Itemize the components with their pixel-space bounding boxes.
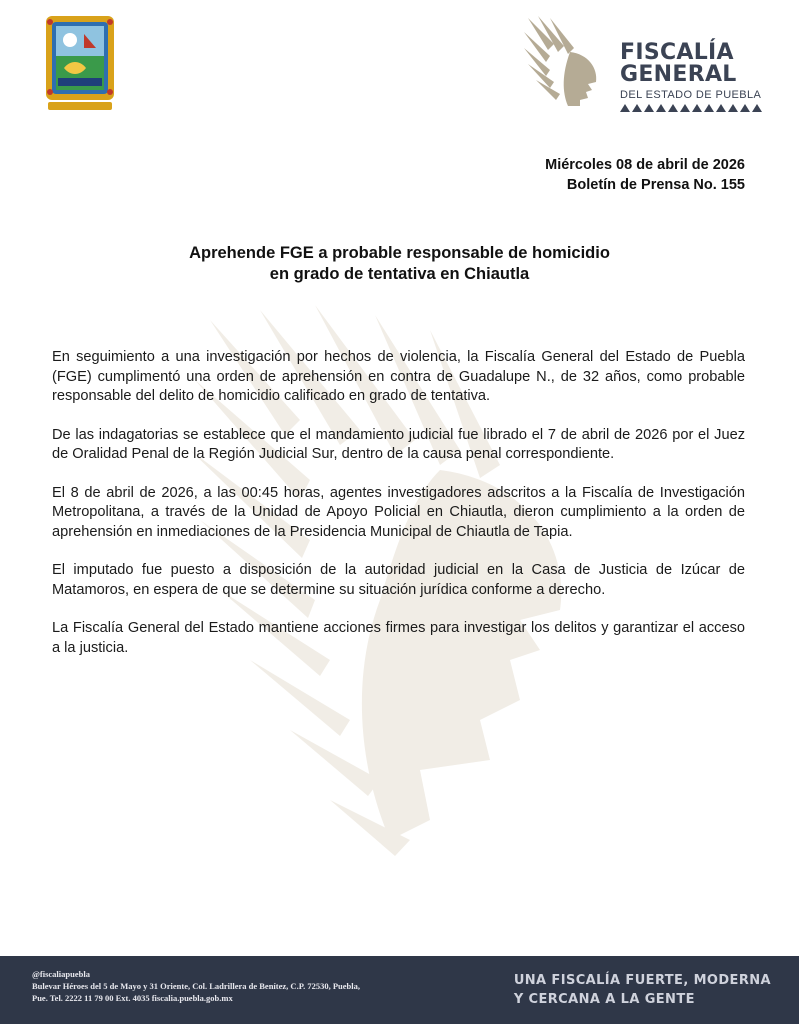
paragraph: En seguimiento a una investigación por hechos de violencia, la Fiscalía General del Estado de Puebla (FGE) cumplimentó una orden de aprehensión en contra de Guadalupe N., de 32 años, como probable responsable del delito de homicidio calificado en grado de tentativa. [52, 349, 745, 404]
fge-head-icon [524, 14, 604, 110]
paragraph: El imputado fue puesto a disposición de la autoridad judicial en la Casa de Justicia de Izúcar de Matamoros, en espera de que se determine su situación jurídica conforme a derecho. [52, 562, 745, 598]
fge-wordmark [620, 42, 780, 112]
press-title [0, 243, 799, 285]
fge-logo [524, 14, 774, 110]
logo-line-general: GENERAL [620, 62, 737, 87]
logo-line-fiscalia: FISCALÍA [620, 40, 734, 65]
slogan-line-2: Y CERCANA A LA GENTE [513, 992, 695, 1007]
bulletin-date: Miércoles 08 de abril de 2026 [545, 157, 745, 173]
paragraph: La Fiscalía General del Estado mantiene acciones firmes para investigar los delitos y garantizar el acceso a la justicia. [52, 620, 745, 656]
title-line-1: Aprehende FGE a probable responsable de homicidio [189, 244, 610, 262]
footer-slogan [514, 971, 771, 1009]
title-line-2: en grado de tentativa en Chiautla [269, 265, 530, 283]
footer-address-line-2: Pue. Tel. 2222 11 79 00 Ext. 4035 fiscalia.puebla.gob.mx [32, 993, 233, 1003]
logo-line-estado: DEL ESTADO DE PUEBLA [620, 89, 762, 101]
slogan-line-1: UNA FISCALÍA FUERTE, MODERNA [513, 973, 771, 988]
bulletin-number: Boletín de Prensa No. 155 [566, 177, 745, 193]
footer-contact [32, 968, 360, 1004]
paragraph: De las indagatorias se establece que el mandamiento judicial fue librado el 7 de abril de 2026 por el Juez de Oralidad Penal de la Región Judicial Sur, dentro de la causa penal correspondiente. [52, 426, 745, 462]
paragraph: El 8 de abril de 2026, a las 00:45 horas, agentes investigadores adscritos a la Fiscalía de Investigación Metropolitana, a través de la Unidad de Apoyo Policial en Chiautla, dieron cumplimiento a la orden de aprehensión en inmediaciones de la Presidencia Municipal de Chiautla de Tapia. [52, 484, 745, 540]
bulletin-meta [545, 155, 745, 195]
press-body [52, 348, 745, 677]
puebla-state-seal-icon [40, 12, 120, 116]
footer-bar [0, 956, 799, 1024]
fretwork-pattern-icon [620, 104, 770, 112]
footer-address-line-1: Bulevar Héroes del 5 de Mayo y 31 Oriente, Col. Ladrillera de Benítez, C.P. 72530, Puebla, [32, 981, 361, 991]
footer-social-handle: @fiscaliapuebla [32, 969, 90, 979]
